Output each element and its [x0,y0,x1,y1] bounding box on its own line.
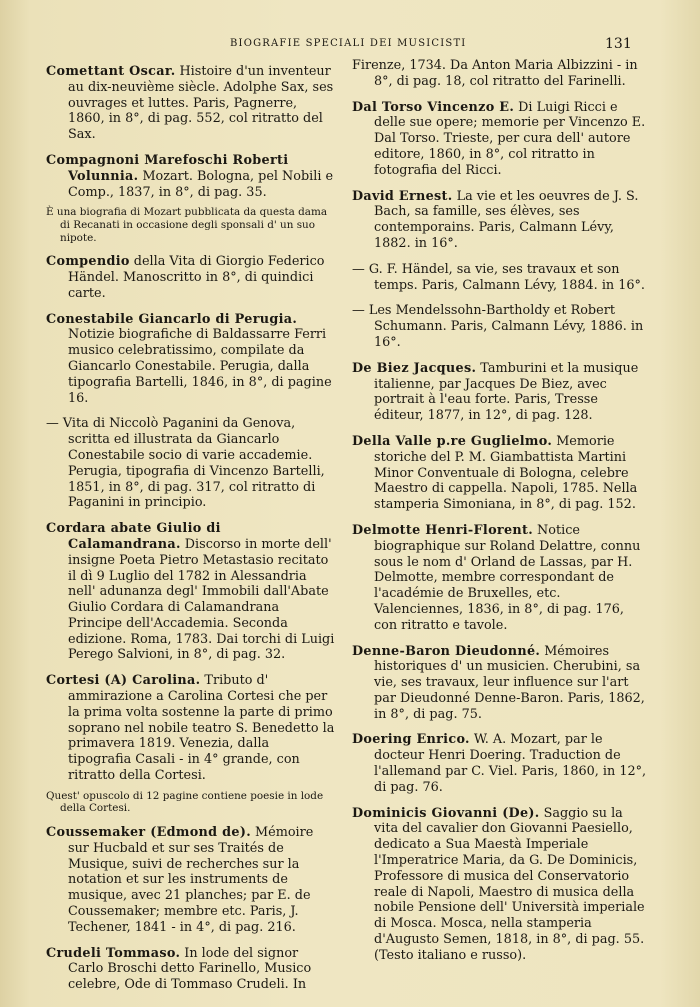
bibliography-entry [46,416,336,511]
entry-author: Crudeli Tommaso. [46,945,181,961]
entry-author: Dominicis Giovanni (De). [352,805,540,821]
bibliography-entry [352,303,648,350]
entry-text: G. F. Händel, sa vie, ses travaux et son temps. Paris, Calmann Lévy, 1884. in 16°. [364,261,645,293]
bibliography-entry [352,806,648,964]
entry-text: In lode del signor Carlo Broschi detto Farinello, Musico celebre, Ode di Tommaso Crudeli. In [68,945,312,993]
entry-text: Vita di Niccolò Paganini da Genova, scritta ed illustrata da Giancarlo Conestabile socio di varie accademie. Perugia, tipografia di Vincenzo Bartelli, 1851, in 8°, di pag. 317, col ritratto di Paganini in principio. [58,416,325,511]
entry-text: Notice biographique sur Roland Delattre, connu sous le nom d' Orland de Lassas, par H. Delmotte, membre correspondant de l'académie de Bruxelles, etc. Valenciennes, 1836, in 8°, di pag. 176, con ritratto e tavole. [374,522,641,633]
bibliography-entry [46,673,336,784]
entry-author: Delmotte Henri-Florent. [352,522,533,538]
entry-text: Di Luigi Ricci e delle sue opere; memorie per Vincenzo E. Dal Torso. Trieste, per cura dell' autore editore, 1860, in 8°, col ritratto in fotografia del Ricci. [374,99,646,178]
entry-author: Comettant Oscar. [46,64,176,79]
entry-author: Cordara abate Giulio di Calamandrana. [46,521,221,552]
bibliography-entry [352,361,648,424]
entry-text: Tributo d' ammirazione a Carolina Cortesi che per la prima volta sostenne la parte di primo soprano nel nobile teatro S. Benedetto la primavera 1819. Venezia, dalla tipografia Casali - in 4° grande, con ritratto della Cortesi. [68,673,335,784]
entry-text: Saggio su la vita del cavalier don Giovanni Paesiello, dedicato a Sua Maestà Imperiale l'Imperatrice Maria, da G. De Dominicis, Professore di musica del Conservatorio reale di Napoli, Maestro di musica della nobile Pensione dell' Università imperiale di Mosca. Mosca, nella stamperia d'Augusto Semen, 1818, in 8°, di pag. 55. (Testo italiano e russo). [374,805,645,963]
page-number: 131 [605,36,632,52]
entry-text: La vie et les oeuvres de J. S. Bach, sa famille, ses élèves, ses contemporains. Paris, Calmann Lévy, 1882. in 16°. [374,188,639,251]
bibliography-entry [46,825,336,936]
bibliography-entry [46,312,336,407]
entry-text: Discorso in morte dell' insigne Poeta Pietro Metastasio recitato il dì 9 Luglio del 1782 in Alessandria nell' adunanza degl' Immobili dall'Abate Giulio Cordara di Calamandrana Principe dell'Accademia. Seconda edizione. Roma, 1783. Dai torchi di Luigi Perego Salvioni, in 8°, di pag. 32. [68,536,335,663]
bibliography-entry [352,58,648,90]
bibliography-entry [352,434,648,513]
bibliography-entry [352,100,648,179]
entry-text: Mémoires historiques d' un musicien. Cherubini, sa vie, ses travaux, leur influence sur l'art par Dieudonné Denne-Baron. Paris, 1862, in 8°, di pag. 75. [374,643,645,722]
entry-text: Mémoire sur Hucbald et sur ses Traités de Musique, suivi de recherches sur la notation et sur les instruments de musique, avec 21 planches; par E. de Coussemaker; membre etc. Paris, J. Techener, 1841 - in 4°, di pag. 216. [68,825,314,935]
bibliography-entry [352,732,648,795]
bibliography-entry [352,189,648,252]
entry-text: della Vita di Giorgio Federico Händel. Manoscritto in 8°, di quindici carte. [68,254,325,301]
ditto-dash: — [352,303,365,319]
entry-author: De Biez Jacques. [352,360,477,376]
entry-text: Notizie biografiche di Baldassarre Ferri musico celebratissimo, compilate da Giancarlo Conestabile. Perugia, dalla tipografia Bartelli, 1846, in 8°, di pagine 16. [68,327,332,406]
bibliography-entry [352,644,648,723]
entry-note: Quest' opuscolo di 12 pagine contiene poesie in lode della Cortesi. [46,789,324,815]
bibliography-entry [352,523,648,634]
bibliography-entry [46,254,336,301]
bibliography-entry [46,521,336,663]
entry-author: Doering Enrico. [352,732,470,748]
entry-text: Les Mendelssohn-Bartholdy et Robert Schumann. Paris, Calmann Lévy, 1886. in 16°. [364,303,644,350]
left-column [46,64,336,1003]
bibliography-entry [352,262,648,294]
entry-author: Dal Torso Vincenzo E. [352,99,515,115]
entry-author: Denne-Baron Dieudonné. [352,643,541,659]
entry-author: Compagnoni Marefoschi Roberti Volunnia. [46,152,289,184]
entry-continuation: Firenze, 1734. Da Anton Maria Albizzini - in 8°, di pag. 18, col ritratto del Farinelli. [352,58,638,89]
entry-text: Tamburini et la musique italienne, par Jacques De Biez, avec portrait à l'eau forte. Paris, Tresse éditeur, 1877, in 12°, di pag. 128. [374,360,639,424]
bibliography-entry [46,64,336,143]
entry-text: W. A. Mozart, par le docteur Henri Doering. Traduction de l'allemand par C. Viel. Paris, 1860, in 12°, di pag. 76. [374,732,647,795]
bibliography-entry [46,946,336,993]
entry-author: Compendio [46,254,130,270]
entry-text: Memorie storiche del P. M. Giambattista Martini Minor Conventuale di Bologna, celebre Maestro di cappella. Napoli, 1785. Nella stamperia Simoniana, in 8°, di pag. 152. [374,433,638,513]
ditto-dash: — [46,416,59,432]
right-column [352,58,648,974]
entry-author: Conestabile Giancarlo di Perugia. [46,311,298,327]
entry-text: Histoire d'un inventeur au dix-neuvième siècle. Adolphe Sax, ses ouvrages et luttes. Paris, Pagnerre, 1860, in 8°, di pag. 552, col ritratto del Sax. [68,64,334,143]
entry-author: Cortesi (A) Carolina. [46,673,201,689]
running-title: BIOGRAFIE SPECIALI DEI MUSICISTI [230,38,467,49]
running-header [0,36,700,56]
entry-note: È una biografia di Mozart pubblicata da questa dama di Recanati in occasione degli sponsali d' un suo nipote. [46,206,328,244]
entry-author: Della Valle p.re Guglielmo. [352,433,553,449]
bibliography-entry [46,153,336,200]
entry-author: Coussemaker (Edmond de). [46,825,251,841]
entry-text: Mozart. Bologna, pel Nobili e Comp., 1837, in 8°, di pag. 35. [68,168,334,200]
ditto-dash: — [352,261,365,277]
entry-author: David Ernest. [352,188,453,204]
